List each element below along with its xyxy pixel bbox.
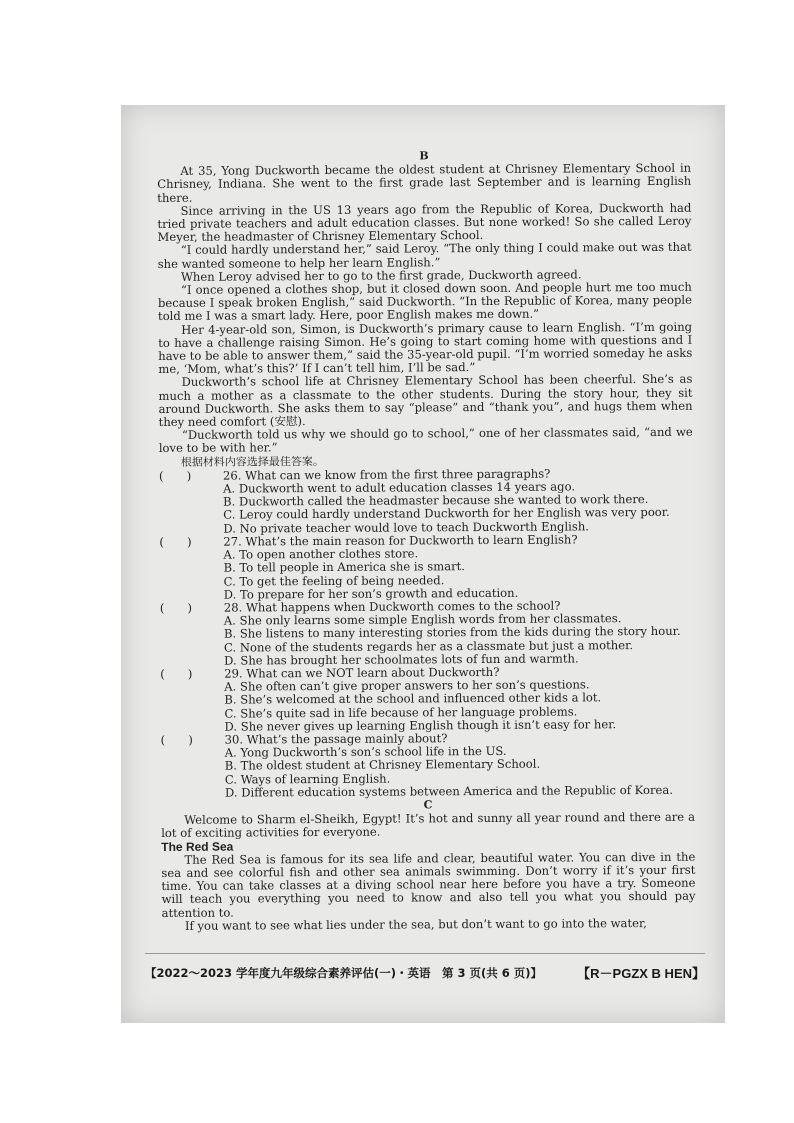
- question-29: [160, 665, 694, 734]
- option-b: B. To tell people in America she is smart.: [223, 559, 466, 575]
- section-c-intro: Welcome to Sharm el-Sheikh, Egypt! It’s hot and sunny all year round and there are a lot of exciting activities for everyone.: [161, 809, 696, 841]
- section-b-paragraph: When Leroy advised her to go to the first grade, Duckworth agreed.: [180, 267, 582, 284]
- section-b-paragraph: “I once opened a clothes shop, but it closed down soon. And people hurt me too much because I speak broken English,” said Duckworth. “In the Republic of Korea, many people told me I was a smart lady. Here, poor English makes me down.”: [157, 279, 692, 324]
- option-c: C. Ways of learning English.: [224, 771, 391, 787]
- page-content: [157, 148, 696, 933]
- section-b-heading: B: [419, 149, 429, 163]
- question-stem: 27. What’s the main reason for Duckworth to learn English?: [223, 532, 578, 549]
- section-c-heading: C: [423, 798, 433, 812]
- option-a: A. She only learns some simple English words from her classmates.: [223, 611, 622, 628]
- answer-blank[interactable]: ( ): [159, 534, 192, 549]
- subheading-red-sea: The Red Sea: [161, 839, 234, 854]
- option-d: D. She never gives up learning English though it isn’t easy for her.: [224, 716, 617, 734]
- option-d: D. Different education systems between America and the Republic of Korea.: [224, 782, 674, 800]
- option-a: A. To open another clothes store.: [223, 546, 419, 562]
- option-c: C. None of the students regards her as a classmate but just a mother.: [223, 637, 634, 655]
- exam-page: [121, 105, 725, 1023]
- option-d: D. She has brought her schoolmates lots of fun and warmth.: [224, 651, 579, 668]
- option-d: D. No private teacher would love to teach Duckworth English.: [223, 519, 590, 536]
- question-stem: 26. What can we know from the first three paragraphs?: [222, 466, 551, 483]
- question-30: [161, 731, 695, 800]
- option-a: A. Yong Duckworth’s son’s school life in the US.: [224, 744, 507, 760]
- answer-blank[interactable]: ( ): [160, 732, 193, 747]
- section-b-paragraph: “I could hardly understand her,” said Leroy. “The only thing I could make out was that she wanted someone to help her learn English.”: [157, 240, 692, 271]
- option-b: B. She listens to many interesting stories from the kids during the story hour.: [223, 624, 681, 641]
- question-stem: 30. What’s the passage mainly about?: [224, 731, 448, 747]
- instruction-text: 根据材料内容选择最佳答案。: [180, 454, 324, 469]
- option-b: B. The oldest student at Chrisney Elementary School.: [224, 757, 541, 773]
- answer-blank[interactable]: ( ): [160, 666, 193, 681]
- section-b-paragraph: “Duckworth told us why we should go to school,” one of her classmates said, “and we love to be with her.”: [158, 424, 693, 456]
- section-c-paragraph: The Red Sea is famous for its sea life and clear, beautiful water. You can dive in the sea and see colorful fish and other sea animals swimming. Don’t worry if it’s your first time. You can take classes at a diving school near here before you have a try. Someone will teach you everything you need to know and also tell you what you should pay attention to.: [161, 849, 696, 920]
- section-c-paragraph: If you want to see what lies under the sea, but don’t want to go into the water,: [184, 915, 647, 933]
- option-d: D. To prepare for her son’s growth and education.: [223, 585, 519, 602]
- footer-page-info: 【2022～2023 学年度九年级综合素养评估(一)・英语 第 3 页(共 6 页)】: [145, 965, 543, 980]
- option-a: A. Duckworth went to adult education classes 14 years ago.: [223, 479, 576, 496]
- option-c: C. To get the feeling of being needed.: [223, 572, 445, 589]
- page-footer: [145, 963, 705, 982]
- option-c: C. Leroy could hardly understand Duckworth for her English was very poor.: [223, 505, 670, 523]
- section-b-paragraph: At 35, Yong Duckworth became the oldest student at Chrisney Elementary School in Chrisney, Indiana. She went to the first grade last September and is learning English there.: [157, 160, 692, 205]
- section-b-paragraph: Her 4-year-old son, Simon, is Duckworth’s primary cause to learn English. “I’m going to have a challenge raising Simon. He’s going to start coming home with questions and I have to be able to answer them,” said the 35-year-old pupil. “I’m worried someday he asks me, ‘Mom, what’s this?’ If I can’t tell him, I’ll be sad.”: [158, 319, 693, 377]
- answer-blank[interactable]: ( ): [158, 468, 192, 483]
- option-a: A. She often can’t give proper answers to her son’s questions.: [224, 677, 590, 694]
- question-stem: 28. What happens when Duckworth comes to the school?: [223, 598, 561, 615]
- question-stem: 29. What can we NOT learn about Duckworth?: [224, 664, 500, 681]
- section-b-paragraph: Duckworth’s school life at Chrisney Elementary School has been cheerful. She’s as much a mother as a classmate to the other students. During the story hour, they sit around Duckworth. She asks them to say “please” and “thank you”, and hugs them when they need comfort (安慰).: [158, 372, 693, 430]
- question-26: [159, 467, 693, 536]
- footer-code: 【R－PGZX B HEN】: [577, 966, 705, 981]
- answer-blank[interactable]: ( ): [159, 600, 193, 615]
- option-b: B. Duckworth called the headmaster because she wanted to work there.: [223, 492, 649, 509]
- question-28: [160, 599, 694, 668]
- question-27: [159, 533, 693, 602]
- section-b-paragraph: Since arriving in the US 13 years ago from the Republic of Korea, Duckworth had tried private teachers and adult education classes. But none worked! So she called Leroy Meyer, the headmaster of Chrisney Elementary School.: [157, 200, 692, 245]
- footer-divider: [145, 953, 705, 954]
- option-c: C. She’s quite sad in life because of her language problems.: [224, 703, 578, 721]
- option-b: B. She’s welcomed at the school and influenced other kids a lot.: [224, 690, 602, 707]
